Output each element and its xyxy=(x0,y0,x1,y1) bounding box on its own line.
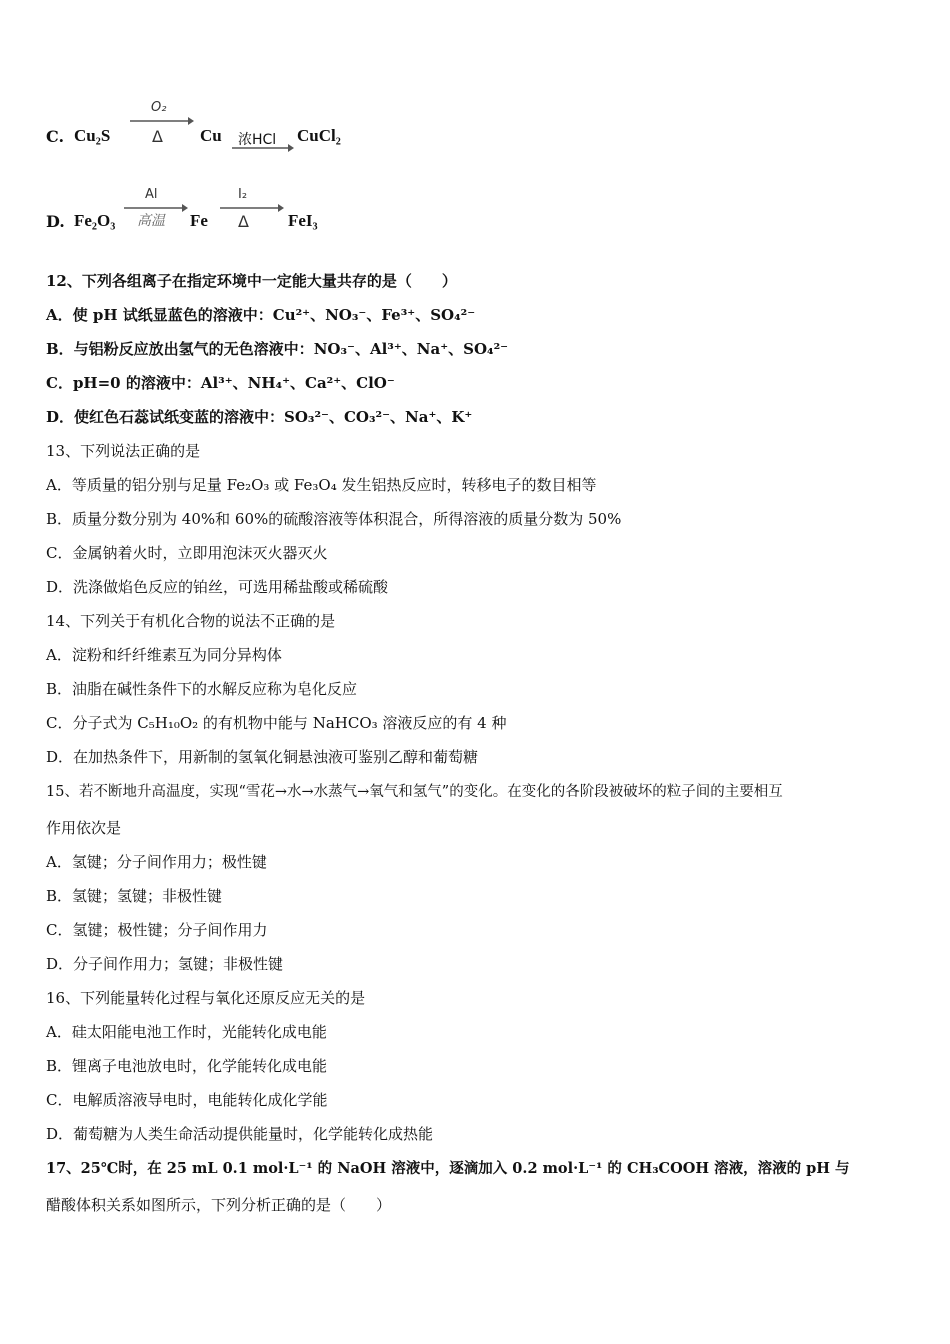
q16-stem: 16、下列能量转化过程与氧化还原反应无关的是 xyxy=(46,989,366,1007)
mid-fe: Fe xyxy=(190,211,208,230)
q16-option-a: A．硅太阳能电池工作时，光能转化成电能 xyxy=(46,1023,327,1041)
q12-option-a xyxy=(46,305,475,325)
arrow2-top-label: 浓HCl xyxy=(238,132,277,148)
q17-stem-line2: 醋酸体积关系如图所示，下列分析正确的是（ ） xyxy=(46,1196,392,1214)
q12-option-c xyxy=(46,373,395,393)
q12-a-ions: Cu²⁺、NO₃⁻、Fe³⁺、SO₄²⁻ xyxy=(272,306,476,324)
q12-b-prefix: B．与铝粉反应放出氢气的无色溶液中： xyxy=(46,340,314,358)
q16-option-b: B．锂离子电池放电时，化学能转化成电能 xyxy=(46,1057,328,1075)
q12-a-prefix: A．使 pH 试纸显蓝色的溶液中： xyxy=(46,306,273,324)
q15-option-b: B．氢键；氢键；非极性键 xyxy=(46,887,223,905)
q15-option-d: D．分子间作用力；氢键；非极性键 xyxy=(46,955,284,973)
q13-stem: 13、下列说法正确的是 xyxy=(46,442,201,460)
q14-option-c: C．分子式为 C₅H₁₀O₂ 的有机物中能与 NaHCO₃ 溶液反应的有 4 种 xyxy=(46,714,507,732)
q13-option-c: C．金属钠着火时，立即用泡沫灭火器灭火 xyxy=(46,544,328,562)
product-cucl2: CuCl₂ xyxy=(297,126,341,145)
q12-b-ions: NO₃⁻、Al³⁺、Na⁺、SO₄²⁻ xyxy=(313,340,509,358)
option-c-letter: C. xyxy=(46,127,65,146)
q13-option-b: B．质量分数分别为 40%和 60%的硫酸溶液等体积混合，所得溶液的质量分数为 50% xyxy=(46,510,622,528)
q16-option-c: C．电解质溶液导电时，电能转化成化学能 xyxy=(46,1091,328,1109)
q14-option-a: A．淀粉和纤纤维素互为同分异构体 xyxy=(46,646,282,664)
reaction-arrow xyxy=(130,116,194,126)
q15-option-a: A．氢键；分子间作用力；极性键 xyxy=(46,853,267,871)
q12-c-ions: Al³⁺、NH₄⁺、Ca²⁺、ClO⁻ xyxy=(200,374,395,392)
arrow2-top-label: I₂ xyxy=(238,187,248,202)
reactant-cu2s: Cu₂S xyxy=(74,126,111,145)
q15-option-c: C．氢键；极性键；分子间作用力 xyxy=(46,921,268,939)
reaction-arrow xyxy=(232,143,294,153)
arrow1-bottom-label: Δ xyxy=(152,127,163,146)
q12-option-b xyxy=(46,339,508,359)
arrow2-bottom-label: Δ xyxy=(238,212,249,231)
q14-option-b: B．油脂在碱性条件下的水解反应称为皂化反应 xyxy=(46,680,358,698)
q12-d-ions: SO₃²⁻、CO₃²⁻、Na⁺、K⁺ xyxy=(284,408,473,426)
q13-option-a: A．等质量的铝分别与足量 Fe₂O₃ 或 Fe₃O₄ 发生铝热反应时，转移电子的数目相等 xyxy=(46,476,597,494)
q17-stem-line1: 17、25℃时，在 25 mL 0.1 mol·L⁻¹ 的 NaOH 溶液中，逐滴加入 0.2 mol·L⁻¹ 的 CH₃COOH 溶液，溶液的 pH 与 xyxy=(46,1160,850,1177)
q14-stem: 14、下列关于有机化合物的说法不正确的是 xyxy=(46,612,336,630)
q12-stem: 12、下列各组离子在指定环境中一定能大量共存的是（ ） xyxy=(46,272,457,290)
option-d-letter: D. xyxy=(46,212,65,231)
q12-c-prefix: C．pH=0 的溶液中： xyxy=(46,374,201,392)
mid-cu: Cu xyxy=(200,126,222,145)
q12-option-d xyxy=(46,407,472,427)
arrow1-bottom-label: 高温 xyxy=(137,213,165,229)
reactant-fe2o3: Fe₂O₃ xyxy=(74,211,116,230)
q13-option-d: D．洗涤做焰色反应的铂丝，可选用稀盐酸或稀硫酸 xyxy=(46,578,389,596)
q14-option-d: D．在加热条件下，用新制的氢氧化铜悬浊液可鉴别乙醇和葡萄糖 xyxy=(46,748,479,766)
q15-stem-line2: 作用依次是 xyxy=(46,819,122,837)
q16-option-d: D．葡萄糖为人类生命活动提供能量时，化学能转化成热能 xyxy=(46,1125,434,1143)
q12-d-prefix: D．使红色石蕊试纸变蓝的溶液中： xyxy=(46,408,285,426)
q15-stem-line1: 15、若不断地升高温度，实现“雪花→水→水蒸气→氧气和氢气”的变化。在变化的各阶段被破坏的粒子间的主要相互 xyxy=(46,784,783,800)
reaction-arrow xyxy=(220,203,284,213)
product-fei3: FeI₃ xyxy=(288,211,318,230)
arrow1-top-label: Al xyxy=(145,187,158,202)
arrow1-top-label: O₂ xyxy=(151,100,167,115)
